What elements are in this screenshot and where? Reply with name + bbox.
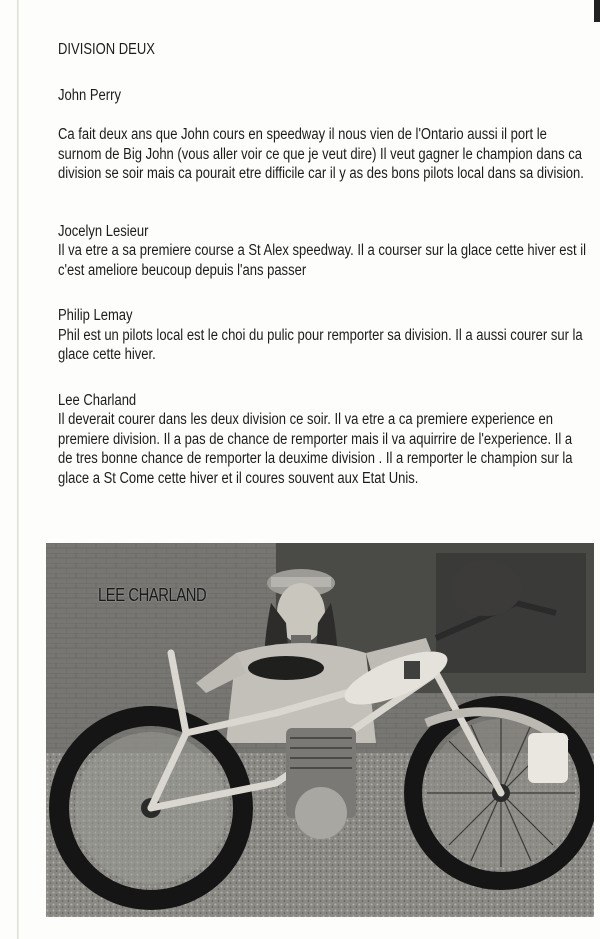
rider-photo [46,543,594,917]
rider-bio-lee-charland: Il deverait courer dans les deux division ce soir. Il va etre a ca premiere experience en premiere division. Il a pas de chance de remporter mais il va aquirrire de l'experience. Il a de tres bonne chance de remporter la deuxime division . Il a remporter le champion sur la glace a St Come cette hiver et il coures souvent aux Etat Unis. [58,411,573,487]
document-text [58,40,588,510]
division-heading: DIVISION DEUX [58,41,155,58]
rider-bio-philip-lemay: Phil est un pilots local est le choi du pulic pour remporter sa division. Il a aussi courer sur la glace cette hiver. [58,326,583,363]
rider-bio-john-perry: Ca fait deux ans que John cours en speedway il nous vien de l'Ontario aussi il port le surnom de Big John (vous aller voir ce que je veut dire) Il veut gagner le champion dans ca division se soir mais ca pourait etre difficile car il y as des bons pilots local dans sa division. [58,126,584,182]
rider-name-lee-charland: Lee Charland [58,391,137,409]
photo-caption: LEE CHARLAND [98,585,207,605]
rider-name-john-perry: John Perry [58,86,121,104]
rider-bio-jocelyn-lesieur: Il va etre a sa premiere course a St Alex speedway. Il a courser sur la glace cette hiver est il c'est ameliore beucoup depuis l'ans passer [58,242,587,279]
page-fold-shadow [17,0,19,939]
rider-name-philip-lemay: Philip Lemay [58,307,133,324]
rider-name-jocelyn-lesieur: Jocelyn Lesieur [58,222,149,240]
scan-edge-mark [594,0,600,22]
